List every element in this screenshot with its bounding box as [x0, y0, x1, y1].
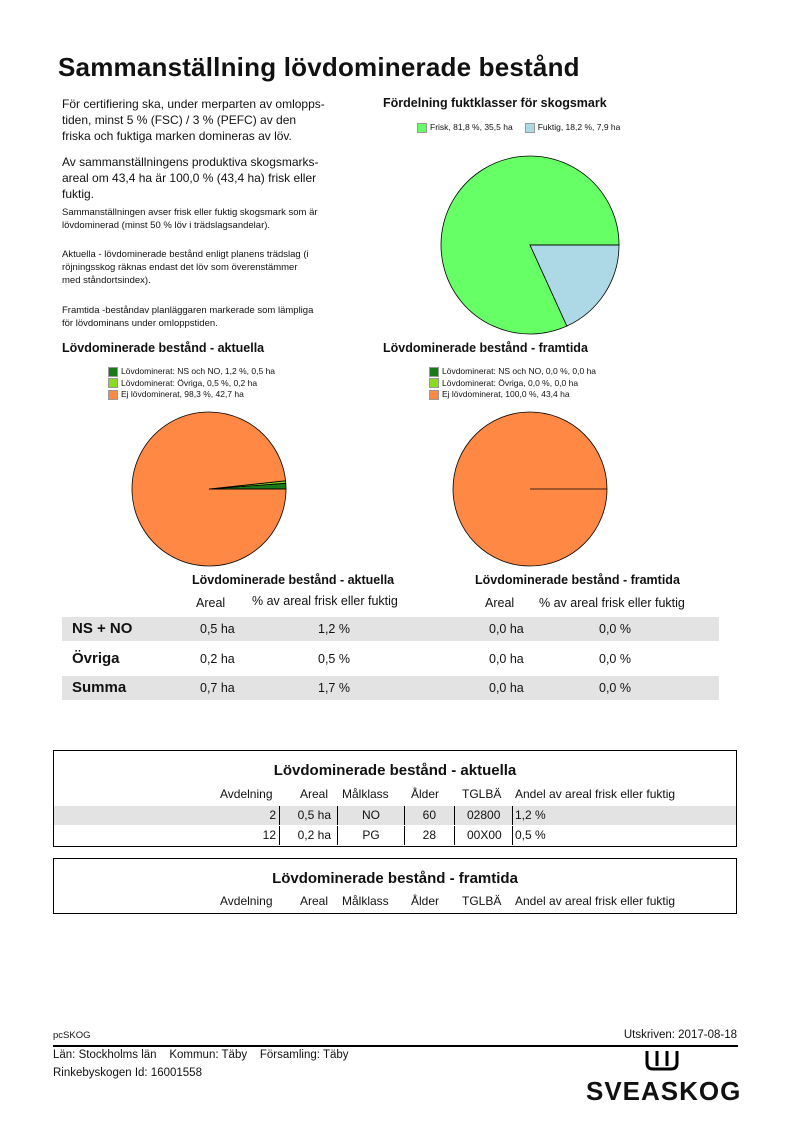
- detail-header-row: Avdelning Areal Målklass Ålder TGLBÄ Andel av areal frisk eller fuktig: [220, 787, 676, 801]
- summary-row-ns-no: NS + NO 0,5 ha 1,2 % 0,0 ha 0,0 %: [62, 617, 719, 641]
- legend-item-ovriga: Lövdominerat: Övriga, 0,0 %, 0,0 ha: [429, 378, 596, 390]
- legend-item-ej-lov: Ej lövdominerat, 100,0 %, 43,4 ha: [429, 389, 596, 401]
- detail-header-row: Avdelning Areal Målklass Ålder TGLBÄ Andel av areal frisk eller fuktig: [220, 894, 676, 908]
- legend-swatch-ej-lov: [429, 390, 439, 400]
- chart-framtida-legend: [429, 366, 596, 401]
- legend-item-ns-no: Lövdominerat: NS och NO, 1,2 %, 0,5 ha: [108, 366, 275, 378]
- column-divider: [337, 826, 338, 845]
- page-title: Sammanställning lövdominerade bestånd: [58, 52, 580, 82]
- legend-item-ovriga: Lövdominerat: Övriga, 0,5 %, 0,2 ha: [108, 378, 275, 390]
- footer-property-id: Rinkebyskogen Id: 16001558: [53, 1067, 202, 1079]
- summary-table: [62, 617, 719, 701]
- column-divider: [279, 826, 280, 845]
- column-divider: [404, 806, 405, 825]
- intro-paragraph-2: Av sammanställningens produktiva skogsmarks- areal om 43,4 ha är 100,0 % (43,4 ha) frisk eller fuktig.: [62, 155, 319, 201]
- footer-printed-date: Utskriven: 2017-08-18: [623, 1029, 737, 1041]
- column-divider: [279, 806, 280, 825]
- detail-framtida-box: [53, 858, 737, 914]
- chart-framtida-title: Lövdominerade bestånd - framtida: [383, 341, 588, 355]
- summary-row-summa: Summa 0,7 ha 1,7 % 0,0 ha 0,0 %: [62, 676, 719, 700]
- summary-head-framtida: Lövdominerade bestånd - framtida: [475, 573, 680, 587]
- column-divider: [512, 806, 513, 825]
- note-framtida: Framtida -beståndav planläggaren markerade som lämpliga för lövdominans under omloppstiden.: [62, 305, 314, 329]
- summary-col-pct: % av areal frisk eller fuktig: [539, 596, 685, 610]
- legend-item-ns-no: Lövdominerat: NS och NO, 0,0 %, 0,0 ha: [429, 366, 596, 378]
- column-divider: [337, 806, 338, 825]
- footer-app-name: pcSKOG: [53, 1030, 91, 1041]
- detail-framtida-title: Lövdominerade bestånd - framtida: [272, 870, 518, 887]
- crown-icon: [645, 1049, 679, 1073]
- note-scope: Sammanställningen avser frisk eller fuktig skogsmark som är lövdominerad (minst 50 % löv i trädslagsandelar).: [62, 207, 318, 231]
- footer-divider: [53, 1045, 738, 1047]
- chart-aktuella-pie: [131, 411, 287, 567]
- chart-aktuella-legend: [108, 366, 275, 401]
- chart-fuktklasser-pie: [440, 155, 620, 335]
- legend-swatch-ns-no: [108, 367, 118, 377]
- detail-row: 12 0,2 ha PG 28 00X00 0,5 %: [54, 826, 736, 845]
- legend-swatch-frisk: [417, 123, 427, 133]
- note-aktuella: Aktuella - lövdominerade bestånd enligt planens trädslag (i röjningsskog räknas endast det löv som överenstämmer med ståndortsindex).: [62, 249, 309, 286]
- sveaskog-logo: [586, 1049, 742, 1107]
- intro-paragraph-1: För certifiering ska, under merparten av omlopps- tiden, minst 5 % (FSC) / 3 % (PEFC) av den friska och fuktiga marken domineras av löv.: [62, 97, 325, 143]
- detail-aktuella-box: [53, 750, 737, 847]
- column-divider: [454, 826, 455, 845]
- legend-item-fuktig: Fuktig, 18,2 %, 7,9 ha: [525, 122, 621, 134]
- detail-aktuella-title: Lövdominerade bestånd - aktuella: [273, 762, 517, 779]
- column-divider: [454, 806, 455, 825]
- chart-aktuella-title: Lövdominerade bestånd - aktuella: [62, 341, 265, 355]
- chart-fuktklasser-legend: [417, 122, 620, 134]
- summary-row-ovriga: Övriga 0,2 ha 0,5 % 0,0 ha 0,0 %: [72, 650, 631, 667]
- summary-col-areal: Areal: [485, 596, 515, 610]
- chart-framtida-pie: [452, 411, 608, 567]
- sveaskog-wordmark: SVEASKOG: [586, 1076, 742, 1106]
- legend-item-ej-lov: Ej lövdominerat, 98,3 %, 42,7 ha: [108, 389, 275, 401]
- chart-fuktklasser-title: Fördelning fuktklasser för skogsmark: [383, 96, 607, 110]
- legend-swatch-ns-no: [429, 367, 439, 377]
- column-divider: [404, 826, 405, 845]
- legend-swatch-ovriga: [108, 378, 118, 388]
- footer-location: Län: Stockholms län Kommun: Täby Församling: Täby: [53, 1049, 349, 1061]
- detail-row: 2 0,5 ha NO 60 02800 1,2 %: [54, 806, 736, 825]
- summary-col-pct: % av areal frisk eller fuktig: [252, 594, 398, 608]
- legend-item-frisk: Frisk, 81,8 %, 35,5 ha: [417, 122, 513, 134]
- legend-swatch-ovriga: [429, 378, 439, 388]
- summary-head-aktuella: Lövdominerade bestånd - aktuella: [192, 573, 395, 587]
- summary-col-areal: Areal: [196, 596, 226, 610]
- legend-swatch-fuktig: [525, 123, 535, 133]
- legend-swatch-ej-lov: [108, 390, 118, 400]
- column-divider: [512, 826, 513, 845]
